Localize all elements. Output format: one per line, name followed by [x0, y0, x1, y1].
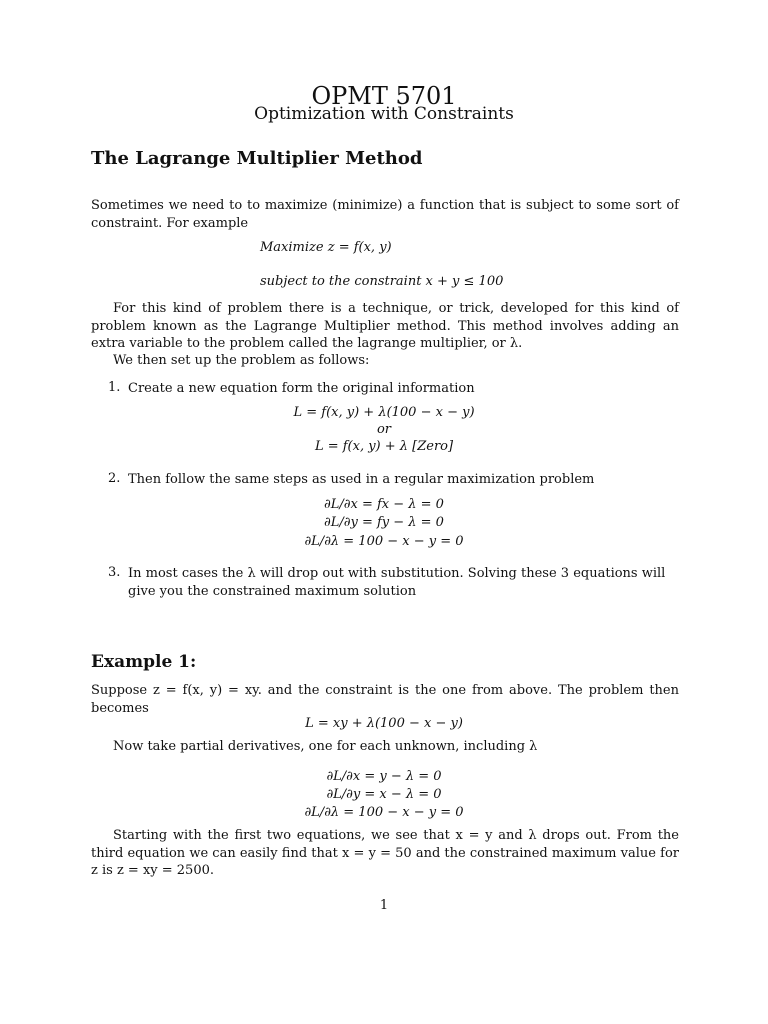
- section-heading-lagrange: The Lagrange Multiplier Method: [91, 148, 423, 169]
- example-intro-paragraph: Suppose z = f(x, y) = xy. and the constraint is the one from above. The problem then becomes: [91, 683, 679, 716]
- lagrangian-equation: L = f(x, y) + λ(100 − x − y): [293, 405, 475, 420]
- setup-paragraph: We then set up the problem as follows:: [113, 353, 370, 368]
- example-partial-y: ∂L/∂y = x − λ = 0: [326, 787, 442, 802]
- problem-constraint: subject to the constraint x + y ≤ 100: [260, 274, 504, 289]
- step-2-text: Then follow the same steps as used in a regular maximization problem: [128, 472, 595, 487]
- document-subtitle: Optimization with Constraints: [254, 104, 514, 124]
- course-title: OPMT 5701: [311, 82, 457, 110]
- step-2-number: 2.: [108, 471, 121, 486]
- step-3-text: In most cases the λ will drop out with substitution. Solving these 3 equations will give you the constrained maximum solution: [128, 566, 666, 599]
- step-1-number: 1.: [108, 380, 121, 395]
- or-label: or: [376, 422, 392, 437]
- step-1-text: Create a new equation form the original information: [128, 381, 475, 396]
- method-paragraph: For this kind of problem there is a technique, or trick, developed for this kind of problem known as the Lagrange Multiplier method. This method involves adding an extra variable to the problem called the lagrange multiplier, or λ.: [91, 301, 679, 351]
- example-lagrangian: L = xy + λ(100 − x − y): [305, 716, 463, 731]
- lagrangian-zero-equation: L = f(x, y) + λ [Zero]: [314, 439, 454, 454]
- step-3-number: 3.: [108, 565, 121, 580]
- partial-eq-lambda: ∂L/∂λ = 100 − x − y = 0: [304, 534, 464, 549]
- page-number: 1: [379, 898, 389, 913]
- solution-paragraph: Starting with the first two equations, we see that x = y and λ drops out. From the third equation we can easily find that x = y = 50 and the constrained maximum value for z is z = xy = 2500.: [91, 828, 679, 878]
- example-heading: Example 1:: [91, 652, 197, 672]
- problem-objective: Maximize z = f(x, y): [260, 240, 392, 255]
- example-partial-lambda: ∂L/∂λ = 100 − x − y = 0: [304, 805, 464, 820]
- example-partial-x: ∂L/∂x = y − λ = 0: [326, 769, 442, 784]
- intro-paragraph: Sometimes we need to to maximize (minimize) a function that is subject to some sort of constraint. For example: [91, 198, 679, 231]
- partial-eq-x: ∂L/∂x = fx − λ = 0: [324, 497, 444, 512]
- partial-eq-y: ∂L/∂y = fy − λ = 0: [324, 515, 444, 530]
- partials-paragraph: Now take partial derivatives, one for each unknown, including λ: [113, 739, 538, 754]
